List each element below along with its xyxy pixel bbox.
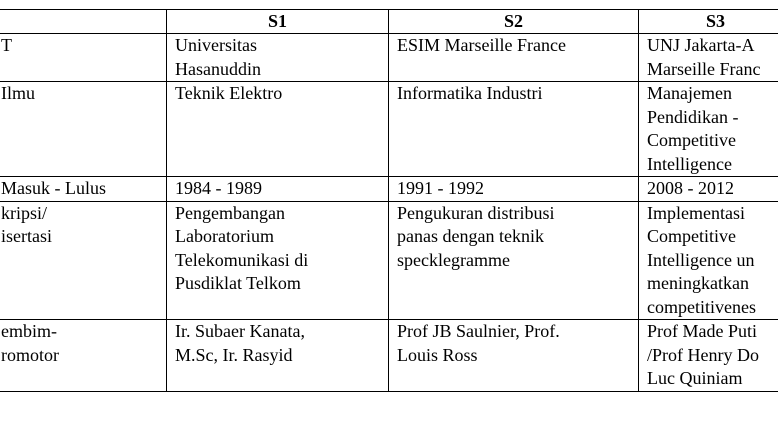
cell-line: 2008 - 2012 (647, 178, 734, 198)
row-label (0, 34, 167, 82)
header-empty (0, 10, 167, 34)
cell-line: UNJ Jakarta-A (647, 35, 755, 55)
cell-s1 (167, 320, 389, 392)
row-label (0, 82, 167, 177)
cell-s3 (639, 34, 778, 82)
cell-s2 (389, 177, 639, 202)
row-label (0, 177, 167, 202)
cell-s1 (167, 34, 389, 82)
cell-line: Implementasi (647, 202, 745, 223)
row-label-line: T (1, 35, 12, 55)
cell-s2 (389, 201, 639, 320)
table-row (0, 320, 778, 392)
cell-line: Luc Quiniam (647, 368, 743, 388)
cell-line: Manajemen (647, 83, 732, 103)
cell-line: Telekomunikasi di (175, 249, 309, 270)
header-s1: S1 (167, 10, 389, 34)
cell-line: Intelligence (647, 153, 732, 174)
cell-line: Pendidikan - (647, 106, 739, 127)
cell-line: 1991 - 1992 (397, 178, 484, 198)
cell-s3 (639, 82, 778, 177)
cell-line: specklegramme (397, 249, 510, 270)
cell-line: /Prof Henry Do (647, 344, 759, 365)
header-s2: S2 (389, 10, 639, 34)
cell-line: Hasanuddin (175, 58, 261, 79)
row-label-line: Masuk - Lulus (1, 178, 106, 198)
header-s3: S3 (639, 10, 778, 34)
cell-line: Teknik Elektro (175, 83, 283, 103)
row-label (0, 201, 167, 320)
cell-s2 (389, 82, 639, 177)
cell-line: Pengembangan (175, 202, 285, 223)
cell-s3 (639, 201, 778, 320)
cell-s2 (389, 34, 639, 82)
cell-line: Informatika Industri (397, 83, 543, 103)
cell-line: 1984 - 1989 (175, 178, 262, 198)
cell-line: Prof JB Saulnier, Prof. (397, 321, 560, 341)
cell-line: Universitas (175, 35, 257, 55)
education-table (0, 9, 778, 392)
cell-s3 (639, 177, 778, 202)
cell-line: competitivenes (647, 296, 756, 317)
cell-s3 (639, 320, 778, 392)
cell-line: Pengukuran distribusi (397, 202, 555, 223)
table-row (0, 34, 778, 82)
table-row (0, 201, 778, 320)
cell-s1 (167, 82, 389, 177)
education-table-container (0, 9, 778, 392)
cell-s2 (389, 320, 639, 392)
cell-line: Marseille Franc (647, 58, 761, 79)
cell-line: M.Sc, Ir. Rasyid (175, 344, 293, 365)
cell-line: Louis Ross (397, 344, 478, 365)
cell-line: Prof Made Puti (647, 321, 757, 341)
cell-line: Competitive (647, 226, 736, 246)
row-label-line: embim- (1, 321, 57, 341)
cell-line: Pusdiklat Telkom (175, 273, 301, 293)
cell-line: panas dengan teknik (397, 226, 544, 246)
cell-line: meningkatkan (647, 273, 749, 293)
table-row (0, 177, 778, 202)
row-label-line: Ilmu (1, 83, 35, 103)
cell-line: Competitive (647, 130, 736, 150)
cell-line: Laboratorium (175, 226, 274, 246)
row-label-line: romotor (1, 344, 59, 365)
header-row (0, 10, 778, 34)
cell-s1 (167, 201, 389, 320)
row-label-line: isertasi (1, 226, 52, 246)
cell-line: Ir. Subaer Kanata, (175, 321, 305, 341)
table-row (0, 82, 778, 177)
row-label-line: kripsi/ (1, 202, 48, 223)
cell-s1 (167, 177, 389, 202)
row-label (0, 320, 167, 392)
cell-line: Intelligence un (647, 249, 755, 270)
cell-line: ESIM Marseille France (397, 35, 566, 55)
